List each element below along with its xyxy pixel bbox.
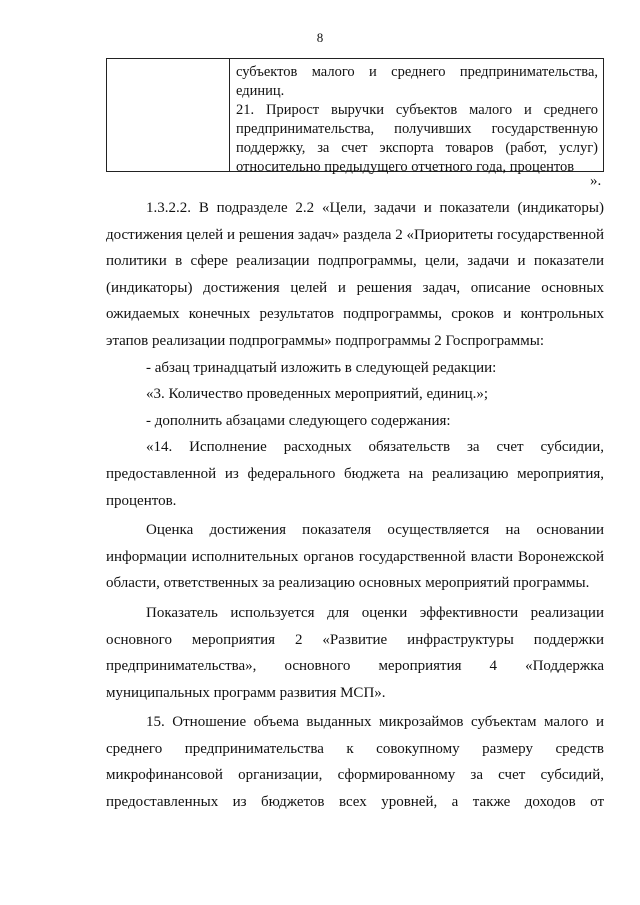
paragraph: - абзац тринадцатый изложить в следующей редакции: (146, 359, 497, 376)
table-cell-text: субъектов малого и среднего предпринимательства, единиц. (236, 64, 598, 99)
table-cell-left (107, 59, 230, 171)
paragraph: Показатель используется для оценки эффективности реализации основного мероприятия 2 «Развитие инфраструктуры поддержки предпринимательства», основного мероприятия 4 «Поддержка муниципальных программ развития МСП». (106, 604, 604, 701)
page-number: 8 (316, 30, 324, 45)
paragraph: «14. Исполнение расходных обязательств за счет субсидии, предоставленной из федерального бюджета на реализацию мероприятия, процентов. (106, 439, 604, 509)
paragraph: Оценка достижения показателя осуществляется на основании информации исполнительных органов государственной власти Воронежской области, ответственных за реализацию основных мероприятий программы. (106, 522, 604, 592)
paragraph: 1.3.2.2. В подразделе 2.2 «Цели, задачи и показатели (индикаторы) достижения целей и решения задач» раздела 2 «Приоритеты государственной политики в сфере реализации подпрограммы, цели, задачи и показатели (индикаторы) достижения целей и решения задач, описание основных ожидаемых конечных результатов подпрограммы, сроков и контрольных этапов реализации подпрограммы» подпрограммы 2 Госпрограммы: (106, 200, 604, 349)
paragraph: - дополнить абзацами следующего содержания: (146, 412, 451, 429)
document-body (106, 195, 604, 816)
indicator-table (106, 58, 604, 175)
table-cell-right (230, 59, 603, 175)
paragraph: 15. Отношение объема выданных микрозаймов субъектам малого и среднего предпринимательства к совокупному размеру средств микрофинансовой организации, сформированному за счет субсидий, предоставленных из бюджетов всех уровней, а также доходов от (106, 714, 604, 811)
closing-quote: ». (590, 173, 602, 189)
paragraph: «3. Количество проведенных мероприятий, единиц.»; (146, 386, 489, 403)
table-cell-text: 21. Прирост выручки субъектов малого и среднего предпринимательства, получивших государственную поддержку, за счет экспорта товаров (работ, услуг) относительно предыдущего отчетного года, процентов (236, 102, 598, 175)
